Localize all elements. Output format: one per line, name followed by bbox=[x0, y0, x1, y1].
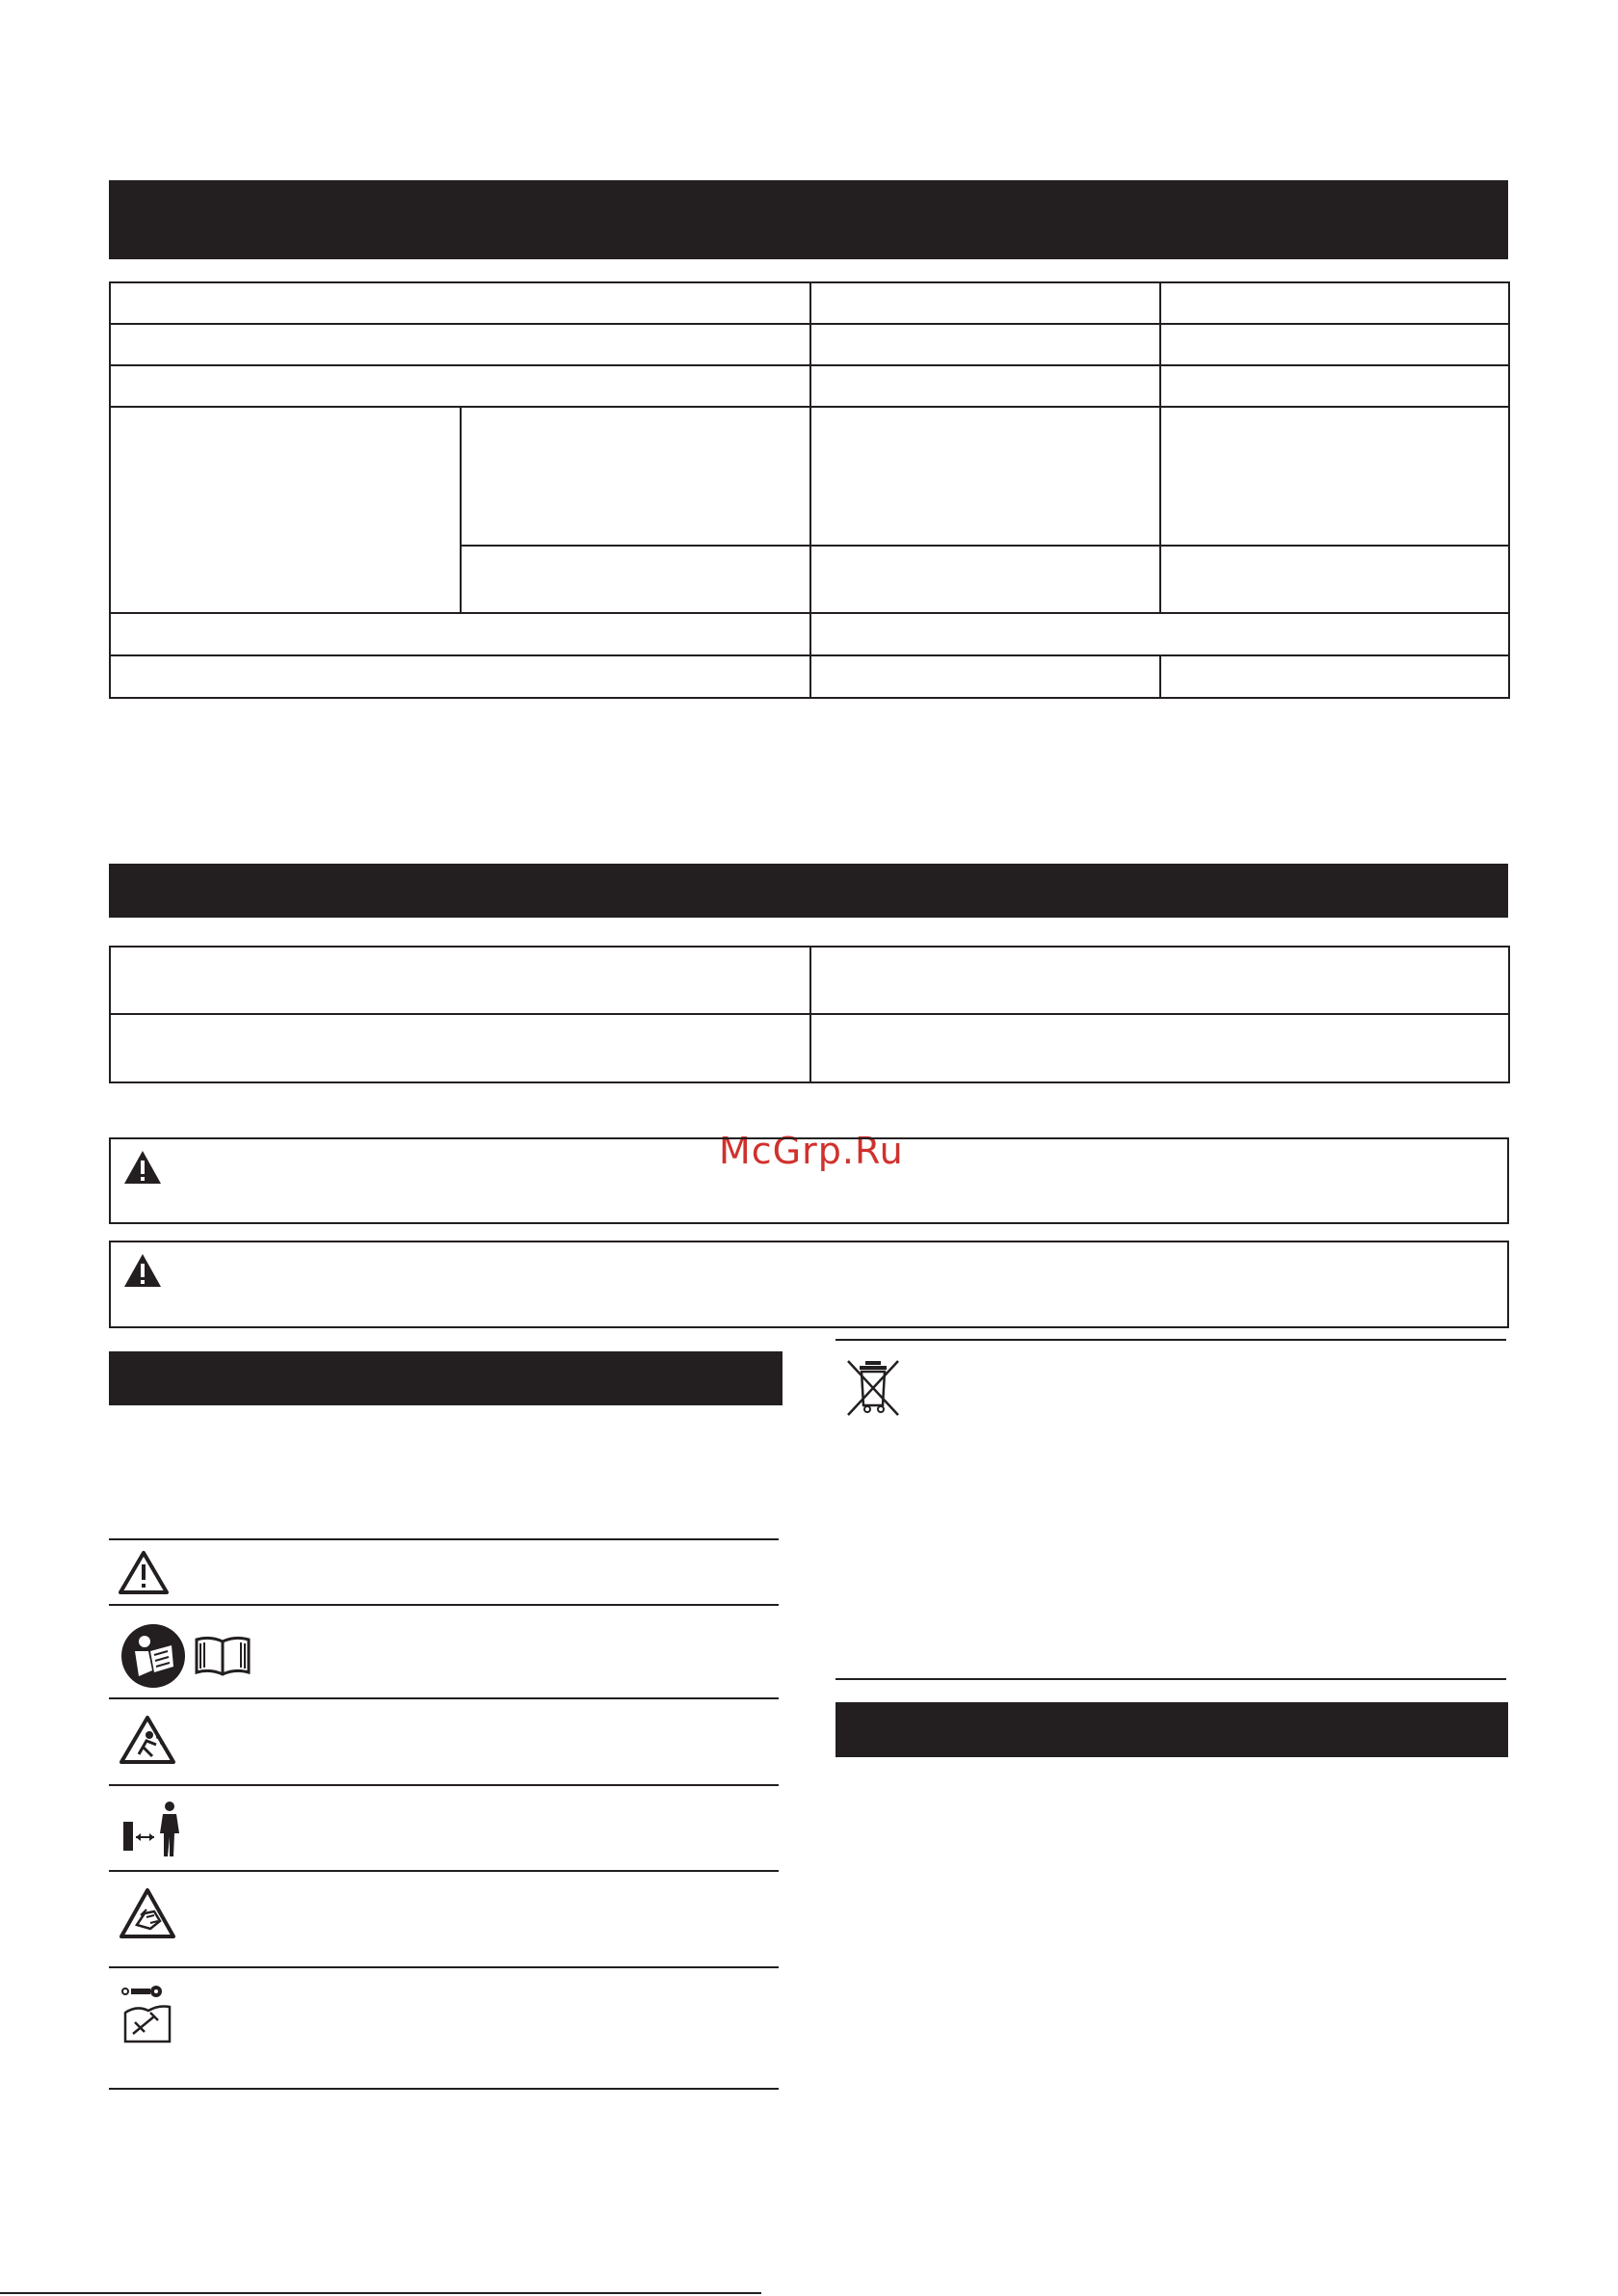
table-col-line bbox=[1159, 281, 1161, 612]
symbol-divider bbox=[109, 1697, 779, 1699]
table-col-line bbox=[460, 406, 462, 612]
environment-top-rule bbox=[836, 1339, 1506, 1341]
intended-use-table bbox=[109, 946, 1510, 1083]
symbol-divider bbox=[109, 1538, 779, 1540]
symbol-divider bbox=[109, 2088, 779, 2090]
warning-triangle-icon bbox=[122, 1149, 163, 1186]
symbol-divider bbox=[109, 1604, 779, 1606]
warning-triangle-icon bbox=[118, 1549, 170, 1595]
environment-bottom-rule bbox=[836, 1678, 1506, 1680]
watermark-text: McGrp.Ru bbox=[719, 1130, 904, 1172]
symbol-divider bbox=[109, 1966, 779, 1968]
table-col-line bbox=[1159, 654, 1161, 699]
keep-distance-icon bbox=[121, 1801, 185, 1858]
table-col-line bbox=[809, 946, 811, 1083]
intended-use-header-bar bbox=[109, 864, 1508, 918]
table-row-line bbox=[460, 545, 1510, 547]
open-book-icon bbox=[193, 1632, 252, 1680]
read-manual-icon bbox=[119, 1622, 187, 1690]
table-col-line bbox=[809, 281, 811, 699]
warning-box bbox=[109, 1137, 1509, 1224]
specifications-header-bar bbox=[109, 180, 1508, 259]
symbol-divider bbox=[109, 1784, 779, 1786]
hand-injury-hazard-icon bbox=[118, 1886, 177, 1940]
environment-header-bar bbox=[836, 1702, 1508, 1757]
crossed-bin-icon bbox=[844, 1357, 902, 1419]
symbol-divider bbox=[109, 1870, 779, 1872]
warning-triangle-icon bbox=[122, 1252, 163, 1289]
page-bottom-rule bbox=[0, 2292, 761, 2294]
remove-key-maintenance-icon bbox=[119, 1984, 175, 2045]
caution-box bbox=[109, 1241, 1509, 1328]
specifications-table bbox=[109, 281, 1510, 699]
symbols-header-bar bbox=[109, 1351, 782, 1405]
falling-debris-hazard-icon bbox=[118, 1714, 177, 1766]
